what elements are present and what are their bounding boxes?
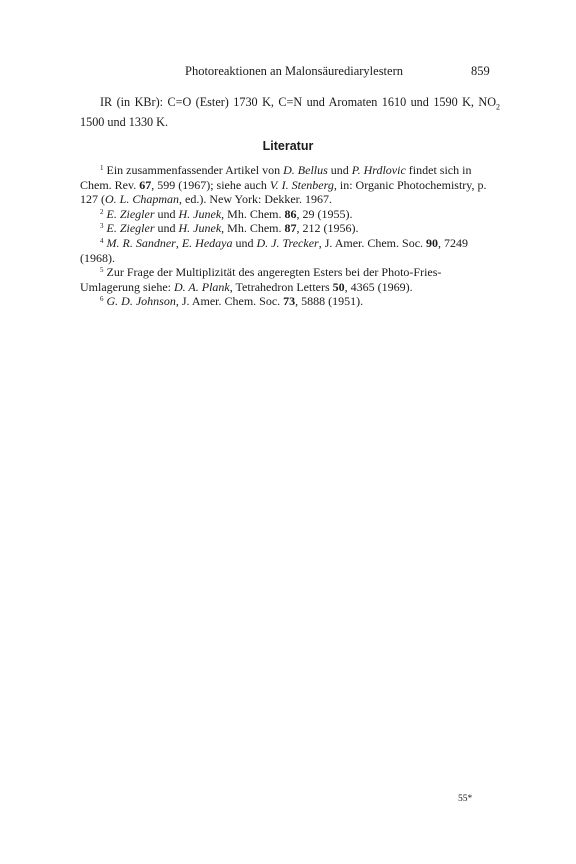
ref-number: 3: [100, 222, 104, 231]
ref-author: D. Bellus: [283, 163, 328, 177]
printer-signature: 55*: [458, 794, 473, 804]
ref-text: , in: Organic Photochemistry, p. 127 (: [80, 177, 487, 207]
ref-text: findet sich in Chem. Rev.: [80, 163, 472, 192]
ref-author: E. Ziegler: [106, 206, 155, 221]
ref-volume: 67: [139, 177, 152, 192]
ref-number: 5: [100, 266, 104, 275]
reference-5: [80, 265, 500, 294]
ref-text: Zur Frage der Multiplizität des angeregten Esters bei der Photo-Fries-Umlagerung siehe:: [80, 265, 442, 294]
ref-text: , 4365 (1969).: [344, 279, 413, 294]
ref-author: M. R. Sandner: [106, 235, 176, 250]
ref-number: 1: [100, 164, 104, 172]
ir-line-2a: 1590 K, NO: [433, 95, 496, 109]
ref-volume: 86: [284, 206, 297, 221]
ref-number: 4: [100, 236, 104, 245]
reference-6: [80, 294, 500, 309]
reference-4: [80, 236, 500, 265]
ref-volume: 87: [284, 221, 297, 236]
ref-text: , 7249 (1968).: [80, 235, 469, 265]
ref-text: Ein zusammenfassender Artikel von: [103, 163, 284, 177]
ref-text: , ed.). New York: Dekker. 1967.: [179, 192, 332, 207]
ir-line-2b: 1500 und 1330 K.: [80, 115, 169, 130]
ref-editor: O. L. Chapman: [105, 192, 180, 207]
running-title: Photoreaktionen an Malonsäurediarylestern: [185, 64, 403, 78]
page-number: 859: [471, 64, 490, 78]
ref-author: D. J. Trecker: [256, 235, 319, 250]
ir-line-1: IR (in KBr): C=O (Ester) 1730 K, C=N und Aromaten 1610 und: [100, 95, 429, 109]
ref-journal: , J. Amer. Chem. Soc.: [318, 235, 427, 250]
ref-text: und: [154, 206, 179, 221]
ref-text: und: [327, 163, 352, 177]
ref-author: P. Hrdlovic: [351, 163, 406, 177]
ref-volume: 50: [332, 279, 345, 294]
ref-author: E. Hedaya: [181, 235, 233, 250]
ref-author: D. A. Plank: [173, 279, 230, 294]
reference-3: [80, 221, 500, 236]
ref-journal: , Mh. Chem.: [221, 221, 285, 236]
ref-text: , 599 (1967); siehe auch: [151, 177, 270, 192]
reference-1: [80, 163, 500, 207]
ref-text: und: [154, 221, 179, 236]
reference-2: [80, 207, 500, 222]
ref-author: G. D. Johnson: [106, 294, 176, 309]
ref-text: , 29 (1955).: [296, 206, 353, 221]
ref-author: V. I. Stenberg: [269, 177, 334, 192]
ref-volume: 90: [426, 235, 439, 250]
ref-text: , 212 (1956).: [296, 221, 359, 236]
reference-list: [80, 163, 500, 309]
ref-author: E. Ziegler: [106, 221, 155, 236]
ref-text: und: [232, 235, 257, 250]
ref-journal: , J. Amer. Chem. Soc.: [175, 294, 284, 309]
ir-spectrum-paragraph: [80, 95, 500, 131]
ref-number: 2: [100, 207, 104, 216]
ref-volume: 73: [283, 294, 296, 309]
ir-subscript: 2: [496, 102, 500, 112]
ref-journal: , Tetrahedron Letters: [229, 279, 333, 294]
ref-text: ,: [175, 235, 182, 250]
ref-author: H. Junek: [178, 221, 222, 236]
ref-author: H. Junek: [178, 206, 222, 221]
literature-heading: Literatur: [262, 139, 314, 153]
ref-text: , 5888 (1951).: [295, 294, 364, 309]
ref-number: 6: [100, 295, 104, 304]
ref-journal: , Mh. Chem.: [221, 206, 285, 221]
